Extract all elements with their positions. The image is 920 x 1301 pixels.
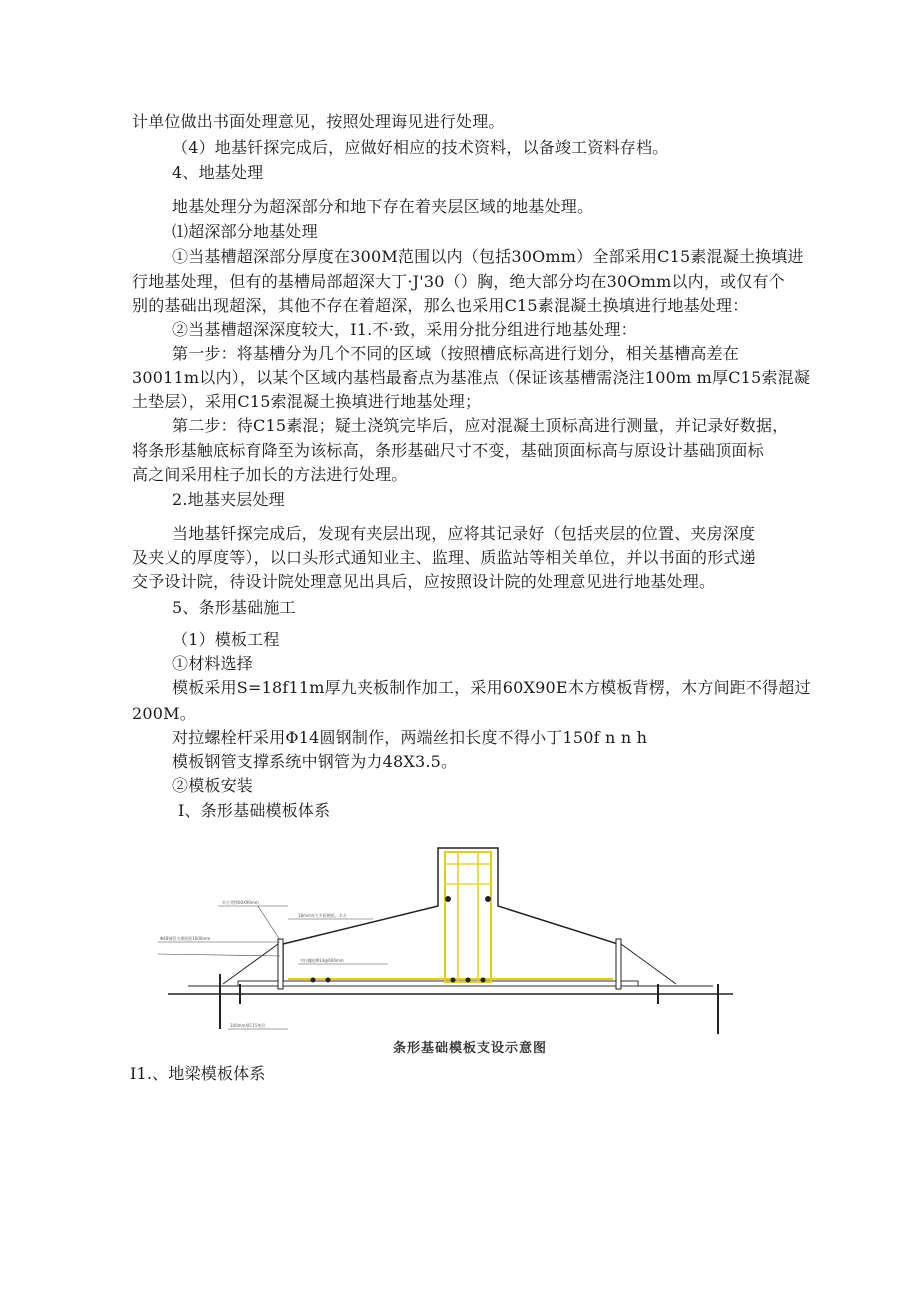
- formwork-diagram: [158, 844, 738, 1064]
- paragraph-line: 第一步：将基槽分为几个不同的区域（按照槽底标高进行划分，相关基槽高差在: [172, 344, 740, 363]
- subsection-heading: ⑴超深部分地基处理: [172, 222, 318, 241]
- rebar-dot: [451, 978, 456, 983]
- paragraph-line: 模板采用S=18f11m厚九夹板制作加工，采用60X90E木方模板背楞，木方间距不得超过: [172, 678, 811, 697]
- subsection-heading: ①材料选择: [172, 654, 254, 673]
- paragraph-line: （4）地基钎探完成后，应做好相应的技术资料，以备竣工资料存档。: [172, 138, 669, 157]
- paragraph-line: 将条形基触底标育降至为该标高，条形基础尺寸不变，基础顶面标高与原设计基础顶面标: [132, 441, 764, 460]
- left-formwork: [278, 939, 283, 989]
- paragraph-line: 当地基钎探完成后，发现有夹层出现，应将其记录好（包括夹层的位置、夹房深度: [172, 524, 756, 543]
- paragraph-line: 及夹乂的厚度等），以口头形式通知业主、监理、质监站等相关单位，并以书面的形式递: [132, 548, 756, 567]
- section-heading: 5、条形基础施工: [172, 598, 296, 617]
- right-brace: [621, 944, 676, 984]
- right-formwork: [616, 939, 621, 989]
- figure-heading: I、条形基础模板体系: [178, 801, 331, 820]
- paragraph-line: 地基处理分为超深部分和地下存在着夹层区域的地基处理。: [172, 197, 594, 216]
- rebar-dot: [445, 896, 451, 902]
- rebar-dot: [311, 978, 316, 983]
- annotation-leader: [258, 906, 280, 940]
- cushion-layer: [238, 981, 638, 986]
- rebar-dot: [485, 896, 491, 902]
- rebar-dot: [466, 978, 471, 983]
- column-rebar-cage: [445, 852, 491, 982]
- paragraph-line: 200M。: [132, 704, 196, 723]
- section-heading: 2.地基夹层处理: [172, 490, 285, 509]
- annotation-leader: [158, 954, 280, 956]
- figure-heading: I1.、地梁模板体系: [130, 1064, 266, 1083]
- annotation-text: 木方背楞60X90mm: [222, 900, 259, 905]
- paragraph-line: 行地基处理，但有的基槽局部超深大丁·J'30（）胸，绝大部分均在30Omm以内，或仅有个: [132, 272, 785, 291]
- annotation-text: 18mm厚九夹板模板，木方: [298, 913, 347, 918]
- paragraph-line: 计单位做出书面处理意见，按照处理诲见进行处理。: [132, 112, 505, 131]
- annotation-text: Φ48钢管支撑间距1000mm: [160, 936, 211, 941]
- paragraph-line: 第二步：待C15素混；疑土浇筑完毕后，应对混凝土顶标高进行测量，并记录好数据，: [172, 416, 789, 435]
- annotation-text: 100mm厚C15垫层: [230, 1023, 266, 1028]
- paragraph-line: 交予设计院，待设计院处理意见出具后，应按照设计院的处理意见进行地基处理。: [132, 572, 716, 591]
- paragraph-line: ②当基槽超深深度较大，I1.不·致，采用分批分组进行地基处理：: [172, 320, 637, 339]
- rebar-dot: [481, 978, 486, 983]
- figure-caption: 条形基础模板支设示意图: [393, 1041, 548, 1056]
- section-heading: 4、地基处理: [172, 163, 264, 182]
- paragraph-line: 模板钢管支撑系统中钢管为力48X3.5。: [172, 752, 458, 771]
- paragraph-line: 土垫层），采用C15索混凝土换填进行地基处理；: [132, 392, 482, 411]
- subsection-heading: （1）模板工程: [172, 630, 280, 649]
- subsection-heading: ②模板安装: [172, 776, 254, 795]
- paragraph-line: ①当基槽超深部分厚度在300M范围以内（包括30Omm）全部采用C15素混凝土换填进: [172, 247, 804, 266]
- left-brace: [223, 944, 278, 984]
- rebar-dot: [326, 978, 331, 983]
- paragraph-line: 对拉螺栓杆采用Φ14圆钢制作，两端丝扣长度不得小丁150f n n h: [172, 728, 648, 747]
- paragraph-line: 30011m以内），以某个区域内基档最畜点为基准点（保证该基槽需浇注100m m厚C15索混凝: [132, 368, 811, 387]
- paragraph-line: 别的基础出现超深，其他不存在着超深，那么也采用C15素混凝土换填进行地基处理：: [132, 296, 749, 315]
- annotation-text: 对拉螺栓Φ14@600mm: [300, 958, 344, 963]
- formwork-diagram-svg: [158, 844, 738, 1064]
- paragraph-line: 高之间采用柱子加长的方法进行处理。: [132, 465, 408, 484]
